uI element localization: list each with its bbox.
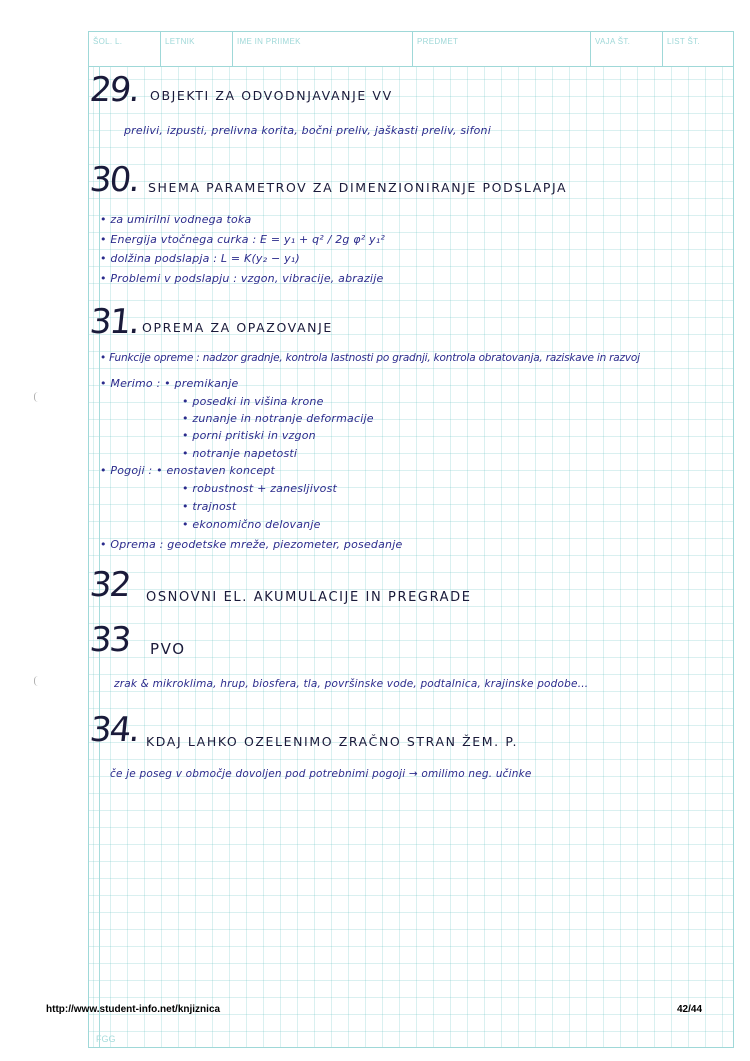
section-line: • za umirilni vodnega toka <box>100 213 252 226</box>
scan-mark <box>34 676 39 686</box>
section-line: • Energija vtočnega curka : E = y₁ + q² / 2g φ² y₁² <box>100 233 385 246</box>
section-line: prelivi, izpusti, prelivna korita, bočni preliv, jaškasti preliv, sifoni <box>124 124 491 137</box>
section-number: 29. <box>87 70 141 110</box>
section-line: • Pogoji : • enostaven koncept <box>100 464 276 477</box>
form-header <box>89 32 733 67</box>
footer-page-number: 42/44 <box>677 1004 703 1015</box>
section-line: • robustnost + zanesljivost <box>182 482 338 495</box>
section-line: • dolžina podslapja : L = K(y₂ − y₁) <box>100 252 300 265</box>
section-line: • notranje napetosti <box>182 447 298 460</box>
header-cell-year: LETNIK <box>161 32 233 66</box>
footer-url: http://www.student-info.net/knjiznica <box>46 1004 221 1015</box>
section-number: 33 <box>87 620 132 660</box>
header-cell-subject: PREDMET <box>413 32 591 66</box>
footer-logo: FGG <box>96 1034 116 1044</box>
section-number: 31. <box>87 302 141 342</box>
section-line: • Funkcije opreme : nadzor gradnje, kontrola lastnosti po gradnji, kontrola obratovanja, raziskave in razvoj <box>100 352 640 364</box>
section-title: PVO <box>150 640 186 658</box>
header-cell-name: IME IN PRIIMEK <box>233 32 413 66</box>
section-line: • Problemi v podslapju : vzgon, vibracije, abrazije <box>100 272 384 285</box>
section-line: če je poseg v območje dovoljen pod potrebnimi pogoji → omilimo neg. učinke <box>110 768 532 780</box>
section-title: OPREMA ZA OPAZOVANJE <box>142 320 333 335</box>
section-line: • trajnost <box>182 500 237 513</box>
header-cell-exercise: VAJA ŠT. <box>591 32 663 66</box>
section-line: • porni pritiski in vzgon <box>182 429 316 442</box>
section-line: • zunanje in notranje deformacije <box>182 412 374 425</box>
header-cell-sheet: LIST ŠT. <box>667 37 700 46</box>
section-title: OSNOVNI EL. AKUMULACIJE IN PREGRADE <box>146 590 472 605</box>
section-title: OBJEKTI ZA ODVODNJAVANJE VV <box>150 88 393 103</box>
section-line: • posedki in višina krone <box>182 395 324 408</box>
section-title: SHEMA PARAMETROV ZA DIMENZIONIRANJE PODSLAPJA <box>148 180 568 195</box>
scan-mark <box>34 392 39 402</box>
section-number: 34. <box>87 710 141 750</box>
section-number: 32 <box>87 565 132 605</box>
section-line: • Oprema : geodetske mreže, piezometer, posedanje <box>100 538 403 551</box>
header-cell-school: ŠOL. L. <box>89 32 161 66</box>
section-line: • ekonomično delovanje <box>182 518 321 531</box>
section-title: KDAJ LAHKO OZELENIMO ZRAČNO STRAN ŽEM. P. <box>146 734 519 749</box>
section-line: • Merimo : • premikanje <box>100 377 239 390</box>
section-number: 30. <box>87 160 141 200</box>
section-line: zrak & mikroklima, hrup, biosfera, tla, površinske vode, podtalnica, krajinske podobe... <box>114 678 589 690</box>
